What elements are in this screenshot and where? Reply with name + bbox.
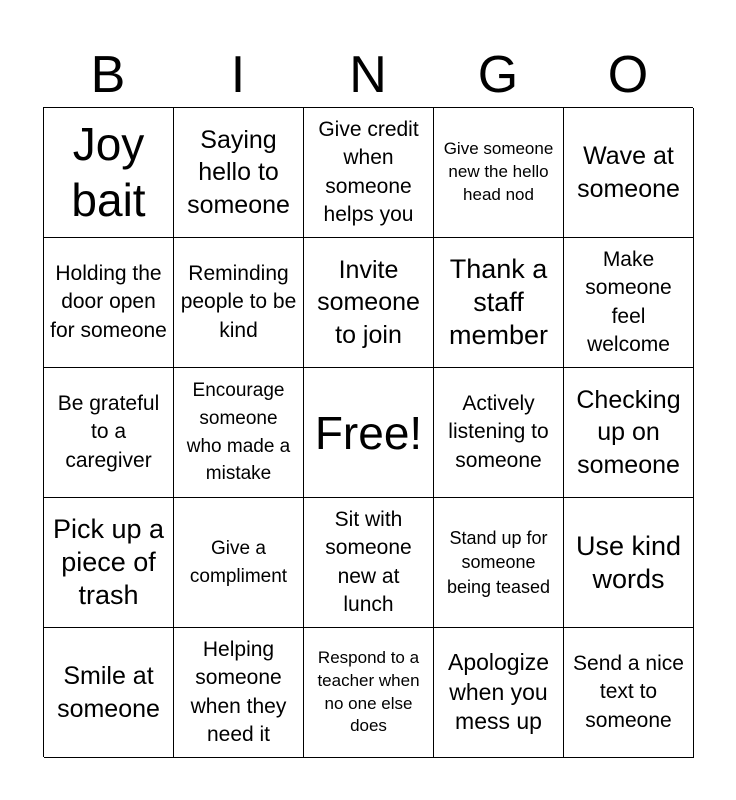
cell-text: Stand up for someone being teased (446, 528, 551, 597)
cell-text: Holding the door open for someone (50, 261, 167, 342)
cell-text: Invite someone to join (317, 255, 420, 349)
bingo-cell-r2-c4[interactable] (434, 238, 564, 368)
cell-text: Joy bait (71, 118, 146, 226)
cell-text: Saying hello to someone (187, 125, 290, 219)
bingo-cell-r3-c4[interactable] (434, 368, 564, 498)
header-letter-b: B (90, 46, 126, 104)
cell-text: Sit with someone new at lunch (325, 507, 412, 616)
bingo-cell-r1-c3[interactable] (304, 108, 434, 238)
bingo-cell-r1-c4[interactable] (434, 108, 564, 238)
cell-text: Use kind words (575, 530, 682, 594)
bingo-cell-r3-c1[interactable] (44, 368, 174, 498)
cell-text: Apologize when you mess up (447, 648, 550, 735)
header-letter-o: O (607, 46, 649, 104)
cell-text: Make someone feel welcome (585, 247, 672, 356)
bingo-cell-r2-c5[interactable] (564, 238, 694, 368)
bingo-cell-r4-c5[interactable] (564, 498, 694, 628)
bingo-cell-r5-c1[interactable] (44, 628, 174, 758)
cell-text: Give a compliment (189, 537, 288, 587)
free-space-text: Free! (314, 406, 423, 459)
bingo-cell-r2-c3[interactable] (304, 238, 434, 368)
bingo-cell-r5-c3[interactable] (304, 628, 434, 758)
bingo-cell-r5-c2[interactable] (174, 628, 304, 758)
bingo-cell-r1-c5[interactable] (564, 108, 694, 238)
bingo-cell-r5-c5[interactable] (564, 628, 694, 758)
bingo-board (43, 107, 693, 757)
bingo-cell-r2-c2[interactable] (174, 238, 304, 368)
cell-text: Checking up on someone (576, 385, 681, 479)
cell-text: Wave at someone (577, 142, 680, 203)
header-letter-g: G (477, 46, 519, 104)
bingo-cell-r4-c1[interactable] (44, 498, 174, 628)
header-letter-n: N (349, 46, 387, 104)
bingo-cell-r3-c5[interactable] (564, 368, 694, 498)
cell-text: Pick up a piece of trash (52, 514, 165, 610)
cell-text: Send a nice text to someone (573, 651, 684, 732)
cell-text: Respond to a teacher when no one else does (317, 647, 420, 736)
cell-text: Reminding people to be kind (180, 261, 297, 342)
cell-text: Actively listening to someone (448, 391, 549, 472)
bingo-cell-free[interactable] (304, 368, 434, 498)
bingo-cell-r4-c4[interactable] (434, 498, 564, 628)
cell-text: Give credit when someone helps you (318, 117, 419, 226)
cell-text: Helping someone when they need it (190, 637, 287, 746)
cell-text: Give someone new the hello head nod (443, 139, 554, 204)
cell-text: Be grateful to a caregiver (57, 391, 160, 472)
bingo-cell-r5-c4[interactable] (434, 628, 564, 758)
bingo-cell-r1-c2[interactable] (174, 108, 304, 238)
bingo-header (43, 44, 693, 106)
cell-text: Smile at someone (57, 662, 160, 723)
bingo-cell-r2-c1[interactable] (44, 238, 174, 368)
cell-text: Thank a staff member (448, 254, 549, 350)
cell-text: Encourage someone who made a mistake (186, 380, 291, 485)
header-letter-i: I (230, 46, 246, 104)
bingo-cell-r1-c1[interactable] (44, 108, 174, 238)
bingo-cell-r4-c3[interactable] (304, 498, 434, 628)
bingo-cell-r3-c2[interactable] (174, 368, 304, 498)
bingo-cell-r4-c2[interactable] (174, 498, 304, 628)
